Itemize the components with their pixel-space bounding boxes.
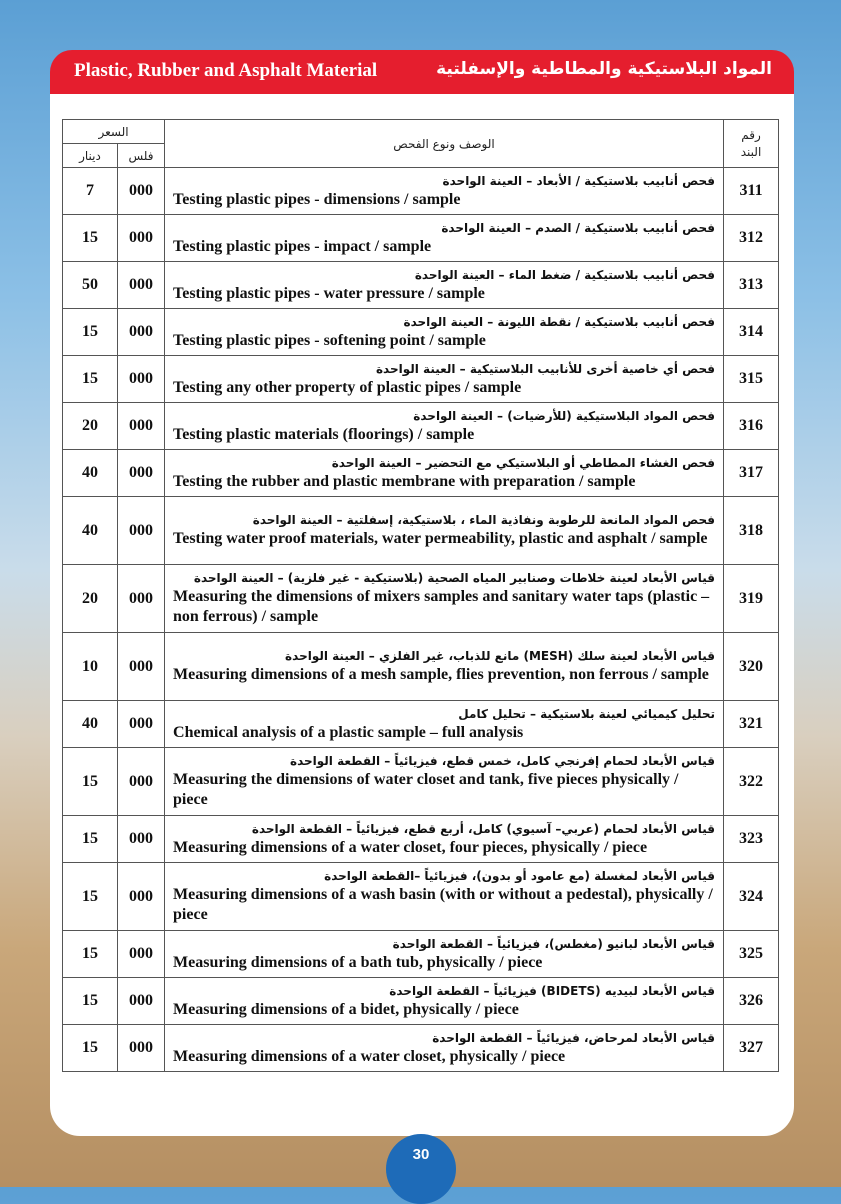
item-number-cell: 313 <box>724 262 779 309</box>
dinar-cell: 10 <box>63 633 118 701</box>
description-cell <box>165 863 724 931</box>
dinar-cell: 40 <box>63 450 118 497</box>
description-english: Measuring dimensions of a water closet, physically / piece <box>173 1047 566 1065</box>
description-arabic: قياس الأبعاد لحمام إفرنجي كامل، خمس قطع، فيزيائياً – القطعة الواحدة <box>289 754 716 768</box>
table-row <box>63 262 779 309</box>
description-cell <box>165 748 724 816</box>
dinar-cell: 50 <box>63 262 118 309</box>
dinar-cell: 15 <box>63 748 118 816</box>
fils-cell: 000 <box>118 309 165 356</box>
description-cell <box>165 978 724 1025</box>
item-number-header-label: رقم البند <box>740 127 762 159</box>
description-english: Chemical analysis of a plastic sample – full analysis <box>173 723 524 741</box>
description-arabic: قياس الأبعاد لبانيو (مغطس)، فيزيائياً – القطعة الواحدة <box>392 936 716 951</box>
description-arabic: تحليل كيميائي لعينة بلاستيكية – تحليل كامل <box>458 706 716 721</box>
description-cell <box>165 931 724 978</box>
dinar-cell: 20 <box>63 403 118 450</box>
table-row <box>63 748 779 816</box>
description-english: Testing the rubber and plastic membrane with preparation / sample <box>173 472 636 490</box>
description-english: Measuring dimensions of a wash basin (with or without a pedestal), physically / piece <box>173 886 713 923</box>
fils-cell: 000 <box>118 215 165 262</box>
description-arabic: فحص أنابيب بلاستيكية / الأبعاد – العينة الواحدة <box>442 173 716 188</box>
description-english: Measuring dimensions of a bidet, physically / piece <box>173 1000 519 1018</box>
fils-cell: 000 <box>118 356 165 403</box>
description-arabic: فحص أنابيب بلاستيكية / نقطة الليونة – العينة الواحدة <box>403 314 716 329</box>
table-row <box>63 215 779 262</box>
item-number-cell: 320 <box>724 633 779 701</box>
description-cell <box>165 215 724 262</box>
item-number-cell: 314 <box>724 309 779 356</box>
description-cell <box>165 262 724 309</box>
item-number-cell: 311 <box>724 168 779 215</box>
description-english: Testing plastic pipes - dimensions / sample <box>173 190 461 208</box>
description-arabic: قياس الأبعاد لبيديه (BIDETS) فيزيائياً – القطعة الواحدة <box>389 983 716 998</box>
description-arabic: قياس الأبعاد لمرحاض، فيزيائياً – القطعة الواحدة <box>432 1030 716 1045</box>
fils-cell: 000 <box>118 1025 165 1072</box>
description-arabic: فحص أي خاصية أخرى للأنابيب البلاستيكية – العينة الواحدة <box>375 361 716 376</box>
dinar-cell: 15 <box>63 978 118 1025</box>
dinar-cell: 40 <box>63 497 118 565</box>
fils-cell: 000 <box>118 748 165 816</box>
table-row <box>63 816 779 863</box>
table-row <box>63 356 779 403</box>
fils-cell: 000 <box>118 450 165 497</box>
table-row <box>63 931 779 978</box>
description-english: Measuring dimensions of a mesh sample, flies prevention, non ferrous / sample <box>173 666 709 683</box>
description-english: Testing any other property of plastic pipes / sample <box>173 378 522 396</box>
fils-cell: 000 <box>118 978 165 1025</box>
description-cell <box>165 816 724 863</box>
dinar-header: دينار <box>63 144 118 168</box>
table-row <box>63 633 779 701</box>
item-number-header <box>724 120 779 168</box>
table-row <box>63 403 779 450</box>
table-row <box>63 565 779 633</box>
fils-cell: 000 <box>118 497 165 565</box>
dinar-cell: 15 <box>63 931 118 978</box>
description-cell <box>165 633 724 701</box>
price-header: السعر <box>63 120 165 144</box>
description-cell <box>165 701 724 748</box>
fils-header: فلس <box>118 144 165 168</box>
description-english: Measuring dimensions of a water closet, four pieces, physically / piece <box>173 838 648 856</box>
section-header <box>50 50 794 94</box>
item-number-cell: 315 <box>724 356 779 403</box>
description-english: Testing plastic pipes - softening point / sample <box>173 331 486 349</box>
dinar-cell: 15 <box>63 863 118 931</box>
fils-cell: 000 <box>118 262 165 309</box>
description-english: Measuring dimensions of a bath tub, physically / piece <box>173 953 543 971</box>
description-arabic: قياس الأبعاد لعينة سلك (MESH) مانع للذباب، غير الفلزي – العينة الواحدة <box>285 649 716 663</box>
dinar-cell: 15 <box>63 356 118 403</box>
header-title-en: Plastic, Rubber and Asphalt Material <box>74 60 378 81</box>
description-arabic: قياس الأبعاد لمغسلة (مع عامود أو بدون)، فيزيائياً –القطعة الواحدة <box>324 869 716 883</box>
description-header: الوصف ونوع الفحص <box>165 120 724 168</box>
description-cell <box>165 497 724 565</box>
description-arabic: فحص أنابيب بلاستيكية / الصدم – العينة الواحدة <box>441 220 716 235</box>
table-row <box>63 863 779 931</box>
description-cell <box>165 1025 724 1072</box>
item-number-cell: 316 <box>724 403 779 450</box>
item-number-cell: 327 <box>724 1025 779 1072</box>
description-cell <box>165 450 724 497</box>
dinar-cell: 15 <box>63 816 118 863</box>
description-cell <box>165 356 724 403</box>
item-number-cell: 322 <box>724 748 779 816</box>
fils-cell: 000 <box>118 701 165 748</box>
fils-cell: 000 <box>118 816 165 863</box>
table-row <box>63 497 779 565</box>
dinar-cell: 40 <box>63 701 118 748</box>
dinar-cell: 15 <box>63 215 118 262</box>
dinar-cell: 15 <box>63 309 118 356</box>
fils-cell: 000 <box>118 168 165 215</box>
description-cell <box>165 168 724 215</box>
table-row <box>63 450 779 497</box>
description-arabic: فحص أنابيب بلاستيكية / ضغط الماء – العينة الواحدة <box>414 267 716 282</box>
description-arabic: قياس الأبعاد لعينة خلاطات وصنابير المياه الصحية (بلاستيكية - غير فلزية) – العينة الواحدة <box>193 571 716 585</box>
description-english: Measuring the dimensions of mixers samples and sanitary water taps (plastic – non ferrous) / sample <box>173 588 710 625</box>
description-english: Testing plastic pipes - impact / sample <box>173 237 432 255</box>
price-table <box>62 119 779 1072</box>
description-english: Testing plastic materials (floorings) / sample <box>173 425 475 443</box>
page-number: 30 <box>386 1134 456 1204</box>
item-number-cell: 317 <box>724 450 779 497</box>
item-number-cell: 326 <box>724 978 779 1025</box>
table-row <box>63 309 779 356</box>
fils-cell: 000 <box>118 565 165 633</box>
table-row <box>63 1025 779 1072</box>
table-row <box>63 978 779 1025</box>
dinar-cell: 7 <box>63 168 118 215</box>
item-number-cell: 325 <box>724 931 779 978</box>
description-english: Testing plastic pipes - water pressure / sample <box>173 284 485 302</box>
table-row <box>63 168 779 215</box>
description-arabic: فحص المواد المانعة للرطوبة ونفاذية الماء ، بلاستيكية، إسفلتية – العينة الواحدة <box>252 513 716 527</box>
fils-cell: 000 <box>118 633 165 701</box>
description-arabic: فحص المواد البلاستيكية (للأرضيات) – العينة الواحدة <box>413 408 716 423</box>
description-arabic: قياس الأبعاد لحمام (عربي– آسيوي) كامل، أربع قطع، فيزيائياً – القطعة الواحدة <box>251 821 716 836</box>
fils-cell: 000 <box>118 931 165 978</box>
fils-cell: 000 <box>118 863 165 931</box>
description-arabic: فحص الغشاء المطاطي أو البلاستيكي مع التحضير – العينة الواحدة <box>331 455 716 470</box>
header-title-ar: المواد البلاستيكية والمطاطية والإسفلتية <box>436 59 772 79</box>
item-number-cell: 323 <box>724 816 779 863</box>
item-number-cell: 312 <box>724 215 779 262</box>
item-number-cell: 318 <box>724 497 779 565</box>
description-english: Testing water proof materials, water permeability, plastic and asphalt / sample <box>173 530 708 547</box>
description-cell <box>165 309 724 356</box>
dinar-cell: 20 <box>63 565 118 633</box>
item-number-cell: 319 <box>724 565 779 633</box>
table-row <box>63 701 779 748</box>
item-number-cell: 321 <box>724 701 779 748</box>
dinar-cell: 15 <box>63 1025 118 1072</box>
description-cell <box>165 403 724 450</box>
description-english: Measuring the dimensions of water closet and tank, five pieces physically / piece <box>173 771 679 808</box>
fils-cell: 000 <box>118 403 165 450</box>
description-cell <box>165 565 724 633</box>
item-number-cell: 324 <box>724 863 779 931</box>
